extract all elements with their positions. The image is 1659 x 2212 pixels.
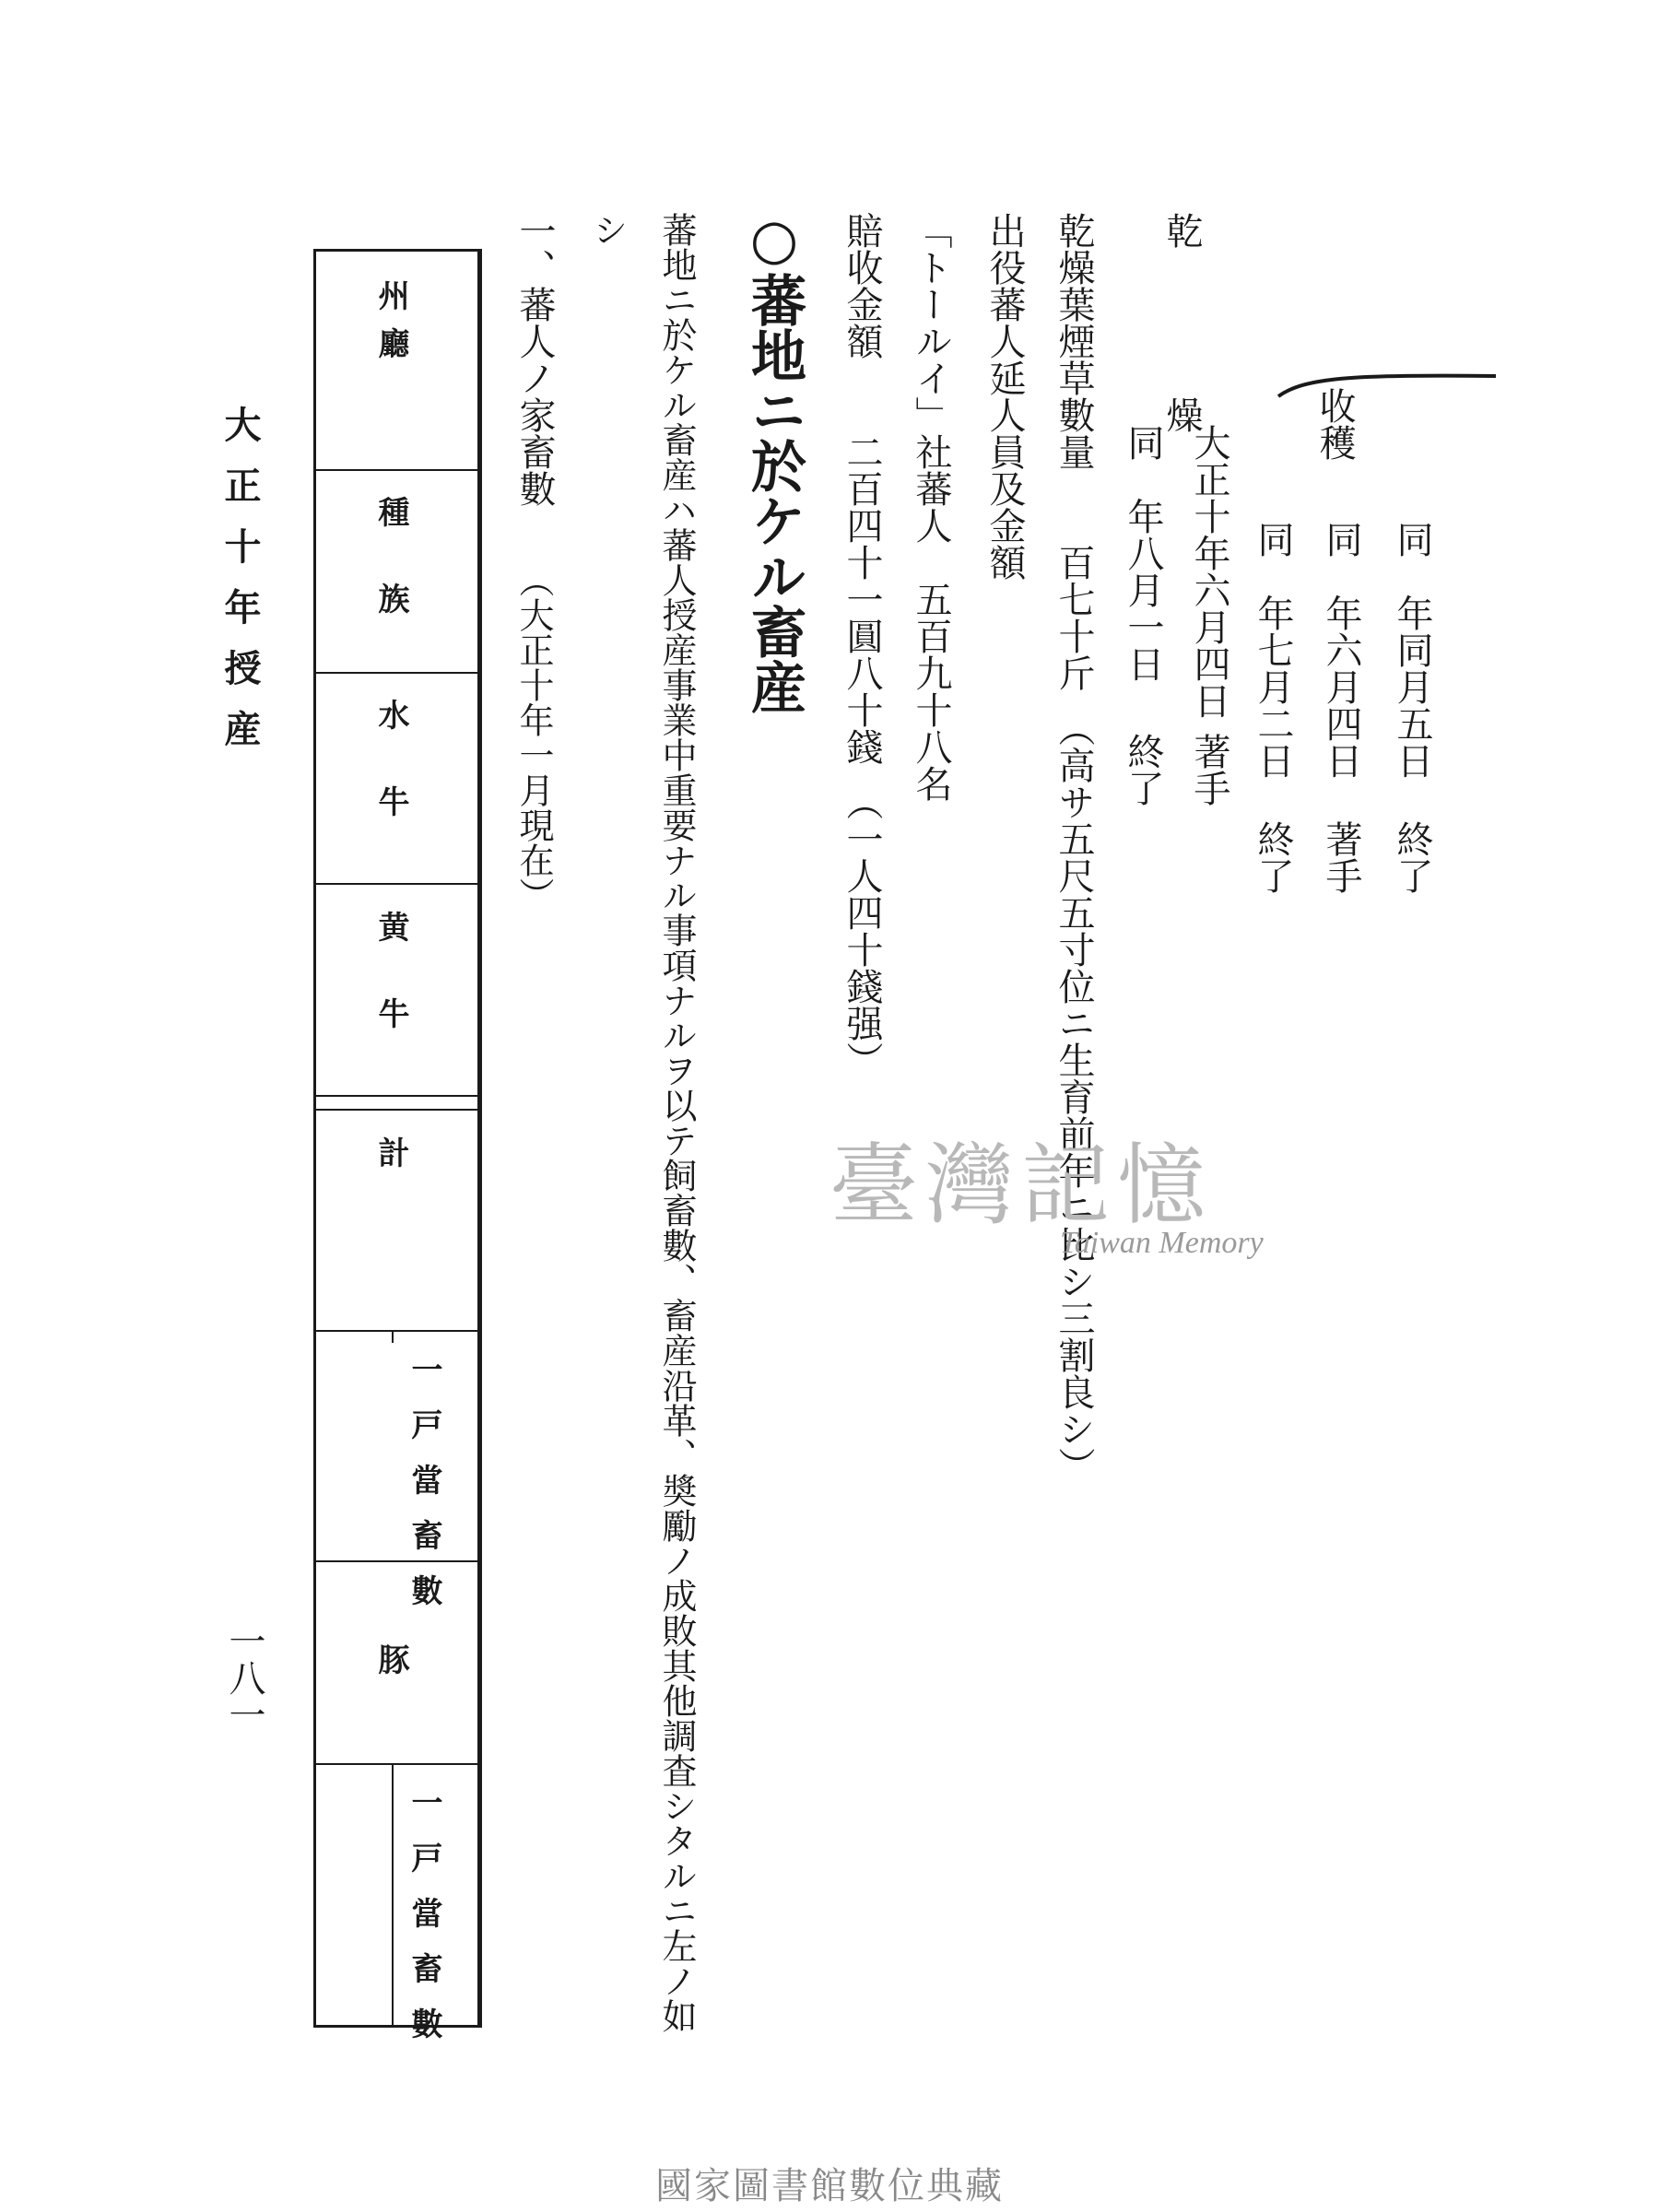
item-note: （大正十年一月現在） bbox=[513, 562, 554, 912]
harvest-line2: 同 年六月四日 bbox=[1320, 521, 1362, 779]
labor-line: 出役蕃人延人員及金額 bbox=[983, 212, 1026, 581]
tobacco-quantity-line: 乾燥葉煙草數量 百七十斤 （高サ五尺五寸位ニ生育前年ニ比シ三割良シ） bbox=[1053, 212, 1095, 1484]
watermark-english: Taiwan Memory bbox=[1060, 1226, 1264, 1260]
livestock-table bbox=[313, 249, 482, 2063]
harvest-line2-note: 著手 bbox=[1320, 820, 1362, 894]
col-header-per-household-cattle: 一戸當畜數 bbox=[406, 1353, 442, 1630]
drying-end-note: 終了 bbox=[1122, 733, 1164, 806]
section-heading: ○蕃地ニ於ケル畜産 bbox=[742, 207, 806, 714]
col-header-pig: 豚 bbox=[372, 1643, 409, 1675]
decorative-rule bbox=[1277, 369, 1498, 406]
col-header-yellow-cattle: 黄牛 bbox=[372, 911, 409, 1084]
col-header-water-buffalo: 水牛 bbox=[372, 699, 409, 872]
col-header-tribe: 種族 bbox=[372, 496, 409, 669]
harvest-line1-note: 終了 bbox=[1391, 820, 1433, 894]
paragraph-line1: 蕃地ニ於ケル畜産ハ蕃人授産事業中重要ナル事項ナルヲ以テ飼畜數、畜産沿革、奬勵ノ成敗其他調査シタルニ左ノ如 bbox=[656, 212, 697, 2033]
tribe-workers-line: 「トールイ」社蕃人 五百九十八名 bbox=[910, 212, 952, 802]
drying-start: 大正十年六月四日 bbox=[1188, 424, 1230, 719]
drying-start-note: 著手 bbox=[1188, 733, 1230, 806]
footer-credit: 國家圖書館數位典藏 bbox=[655, 2165, 1004, 2207]
watermark-logo-text: 臺灣記憶 bbox=[830, 1134, 1213, 1237]
running-head: 大正十年授産 bbox=[218, 406, 262, 771]
harvest-label: 收穫 bbox=[1313, 387, 1356, 461]
paragraph-line2: シ bbox=[587, 212, 628, 247]
harvest-line3-note: 終了 bbox=[1252, 820, 1294, 894]
harvest-line1: 同 年同月五日 bbox=[1391, 521, 1433, 779]
harvest-line3: 同 年七月二日 bbox=[1252, 521, 1294, 779]
drying-end: 同 年八月一日 bbox=[1122, 424, 1164, 682]
drying-label: 乾 燥 bbox=[1160, 212, 1203, 488]
col-header-prefecture: 州廳 bbox=[372, 279, 409, 375]
col-header-per-household-pig: 一戸當畜數 bbox=[406, 1786, 442, 2063]
item-title: 一、蕃人ノ家畜數 bbox=[513, 212, 556, 507]
watermark bbox=[830, 1115, 1309, 1281]
col-header-total: 計 bbox=[372, 1136, 409, 1168]
wage-line: 賠收金額 二百四十一圓八十錢 （一人四十錢强） bbox=[841, 212, 883, 1078]
page-number: 一八一 bbox=[223, 1622, 265, 1733]
